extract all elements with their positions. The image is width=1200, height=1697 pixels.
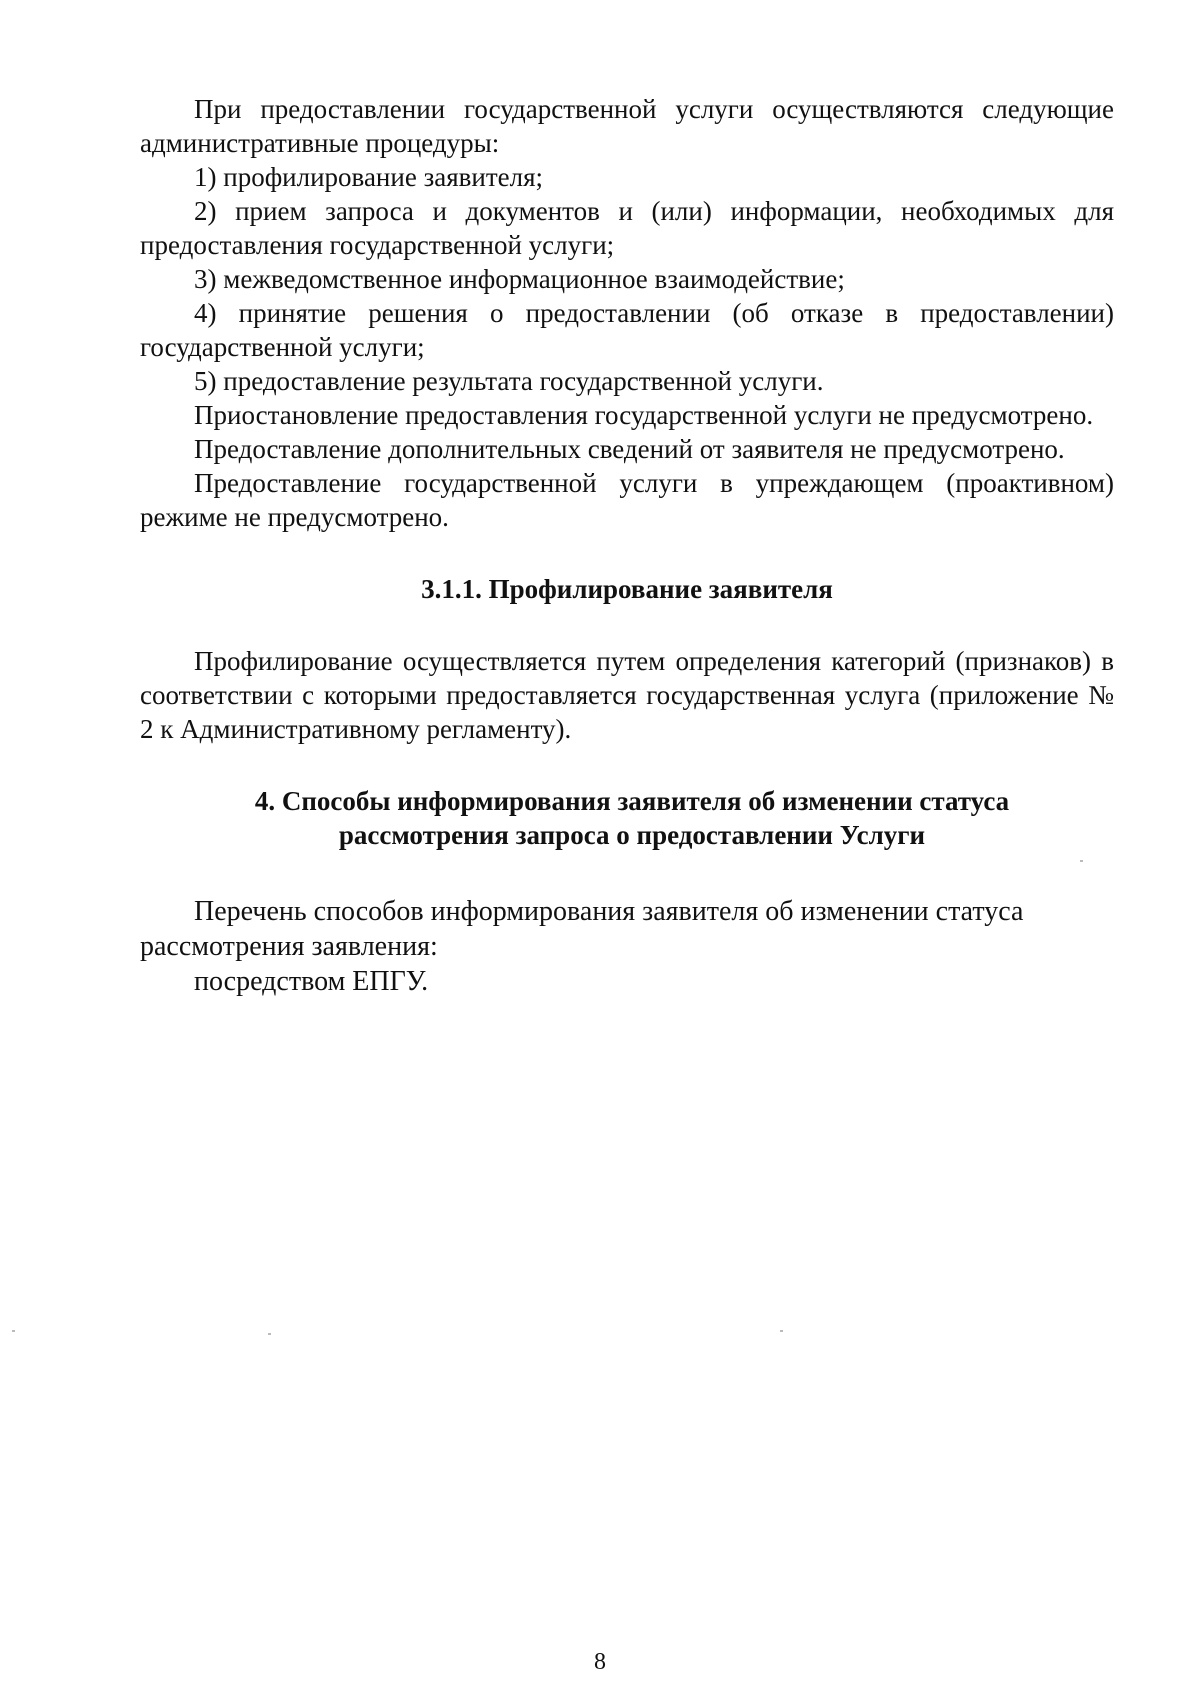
section-4-heading-line-1: 4. Способы информирования заявителя об изменении статуса	[254, 786, 1010, 816]
procedure-item-2: 2) прием запроса и документов и (или) информации, необходимых для предоставления государственной услуги;	[140, 196, 1114, 260]
section-311-text: Профилирование осуществляется путем определения категорий (признаков) в соответствии с которыми предоставляется государственная услуга (приложение № 2 к Административному регламенту).	[140, 646, 1114, 744]
procedure-item-3: 3) межведомственное информационное взаимодействие;	[194, 264, 845, 294]
additional-info-paragraph: Предоставление дополнительных сведений от заявителя не предусмотрено.	[194, 434, 1065, 464]
section-4-text: Перечень способов информирования заявителя об изменении статуса рассмотрения заявления:	[140, 896, 1024, 962]
procedure-item-5: 5) предоставление результата государственной услуги.	[194, 366, 824, 396]
procedure-item-1: 1) профилирование заявителя;	[194, 162, 544, 192]
scan-speck	[12, 1330, 15, 1332]
section-4-body	[140, 894, 1100, 999]
section-311-heading: 3.1.1. Профилирование заявителя	[421, 574, 833, 604]
document-body	[140, 92, 1114, 999]
procedure-item-4: 4) принятие решения о предоставлении (об отказе в предоставлении) государственной услуги;	[140, 298, 1114, 362]
section-4-heading	[140, 784, 1114, 852]
proactive-paragraph: Предоставление государственной услуги в упреждающем (проактивном) режиме не предусмотрено.	[140, 468, 1114, 532]
scan-speck	[268, 1333, 271, 1335]
section-4-heading-line-2: рассмотрения запроса о предоставлении Услуги	[338, 820, 926, 850]
intro-paragraph: При предоставлении государственной услуги осуществляются следующие административные процедуры:	[140, 94, 1114, 158]
scan-speck	[1080, 860, 1083, 862]
section-4-method: посредством ЕПГУ.	[194, 966, 429, 997]
suspension-paragraph: Приостановление предоставления государственной услуги не предусмотрено.	[194, 400, 1094, 430]
page-number: 8	[594, 1649, 606, 1675]
scan-speck	[780, 1330, 783, 1332]
